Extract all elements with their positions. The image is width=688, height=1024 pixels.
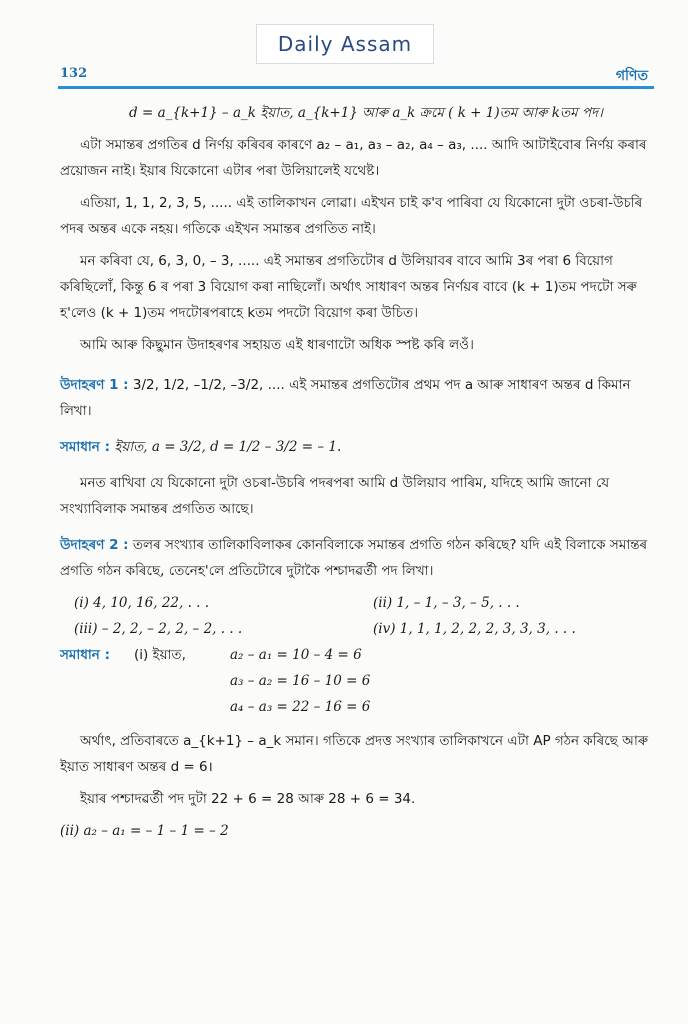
solution-2-part-ii: (ii) a₂ – a₁ = – 1 – 1 = – 2 <box>60 823 229 839</box>
paragraph-5: মনত ৰাখিবা যে যিকোনো দুটা ওচৰা-উচৰি পদৰপৰা আমি d উলিয়াব পাৰিম, যদিহে আমি জানো যে সংখ্যাবিলাক সমান্তৰ প্ৰগতিত আছে। <box>60 475 610 517</box>
example-2-label: উদাহৰণ 2 : <box>60 537 129 553</box>
list-item-ii: (ii) 1, – 1, – 3, – 5, . . . <box>373 595 520 611</box>
list-item-iii: (iii) – 2, 2, – 2, 2, – 2, . . . <box>74 621 243 637</box>
paragraph-4: আমি আৰু কিছুমান উদাহৰণৰ সহায়ত এই ধাৰণাটো অধিক স্পষ্ট কৰি লওঁ। <box>80 337 474 353</box>
list-item-i: (i) 4, 10, 16, 22, . . . <box>74 595 210 611</box>
page-body <box>60 100 652 850</box>
solution-step-1: a₂ – a₁ = 10 – 4 = 6 <box>230 647 362 663</box>
solution-2-part-i: (i) ইয়াত, <box>133 647 186 663</box>
example-2-text: তলৰ সংখ্যাৰ তালিকাবিলাকৰ কোনবিলাকে সমান্তৰ প্ৰগতি গঠন কৰিছে? যদি এই বিলাকে সমান্তৰ প্ৰগতি গঠন কৰিছে, তেনেহ'লে প্ৰতিটোৰে দুটাকৈ পশ্চাদৱৰ্তী পদ লিখা। <box>60 537 648 579</box>
solution-2-steps <box>230 642 652 720</box>
example-2 <box>60 532 652 584</box>
list-row-2 <box>74 616 652 642</box>
solution-1-label: সমাধান : <box>60 439 110 455</box>
paragraph-7: ইয়াৰ পশ্চাদৱৰ্তী পদ দুটা 22 + 6 = 28 আৰু 28 + 6 = 34. <box>80 791 416 807</box>
header-rule <box>58 86 654 89</box>
paragraph-3: মন কৰিবা যে, 6, 3, 0, – 3, ..... এই সমান্তৰ প্ৰগতিটোৰ d উলিয়াবৰ বাবে আমি 3ৰ পৰা 6 বিয়োগ কৰিছিলোঁ, কিন্তু 6 ৰ পৰা 3 বিয়োগ কৰা নাছিলোঁ। অৰ্থাৎ সাধাৰণ অন্তৰ নিৰ্ণয়ৰ বাবে (k + 1)তম পদটো সৰু হ'লেও (k + 1)তম পদটোৰপৰাহে kতম পদটো বিয়োগ কৰা উচিত। <box>60 253 637 321</box>
page-number: 132 <box>60 66 88 81</box>
formula-line: d = a_{k+1} – a_k ইয়াত, a_{k+1} আৰু a_k ক্ৰমে ( k + 1)তম আৰু kতম পদ। <box>129 105 603 121</box>
watermark-stamp: Daily Assam <box>256 24 434 64</box>
subject-title: গণিত <box>615 68 648 84</box>
solution-1-text: ইয়াত, a = 3/2, d = 1/2 – 3/2 = – 1. <box>114 439 342 455</box>
paragraph-2: এতিয়া, 1, 1, 2, 3, 5, ..... এই তালিকাখন লোৱা। এইখন চাই ক'ব পাৰিবা যে যিকোনো দুটা ওচৰা-উচৰি পদৰ অন্তৰ একে নহয়। গতিকে এইখন সমান্তৰ প্ৰগতিত নাই। <box>60 195 643 237</box>
solution-1 <box>60 434 652 460</box>
paragraph-6: অৰ্থাৎ, প্ৰতিবাৰতে a_{k+1} – a_k সমান। গতিকে প্ৰদত্ত সংখ্যাৰ তালিকাখনে এটা AP গঠন কৰিছে আৰু ইয়াত সাধাৰণ অন্তৰ d = 6। <box>60 733 649 775</box>
list-item-iv: (iv) 1, 1, 1, 2, 2, 2, 3, 3, 3, . . . <box>373 621 576 637</box>
list-row-1 <box>74 590 652 616</box>
example-1-text: 3/2, 1/2, –1/2, –3/2, .... এই সমান্তৰ প্ৰগতিটোৰ প্ৰথম পদ a আৰু সাধাৰণ অন্তৰ d কিমান লিখা। <box>60 377 631 419</box>
solution-step-3: a₄ – a₃ = 22 – 16 = 6 <box>230 699 371 715</box>
solution-step-2: a₃ – a₂ = 16 – 10 = 6 <box>230 673 371 689</box>
example-1 <box>60 372 652 424</box>
example-1-label: উদাহৰণ 1 : <box>60 377 129 393</box>
solution-2-label: সমাধান : <box>60 647 110 663</box>
paragraph-1: এটা সমান্তৰ প্ৰগতিৰ d নিৰ্ণয় কৰিবৰ কাৰণে a₂ – a₁, a₃ – a₂, a₄ – a₃, .... আদি আটাইবোৰ নিৰ্ণয় কৰাৰ প্ৰয়োজন নাই। ইয়াৰ যিকোনো এটাৰ পৰা উলিয়ালেই যথেষ্ট। <box>60 137 647 179</box>
